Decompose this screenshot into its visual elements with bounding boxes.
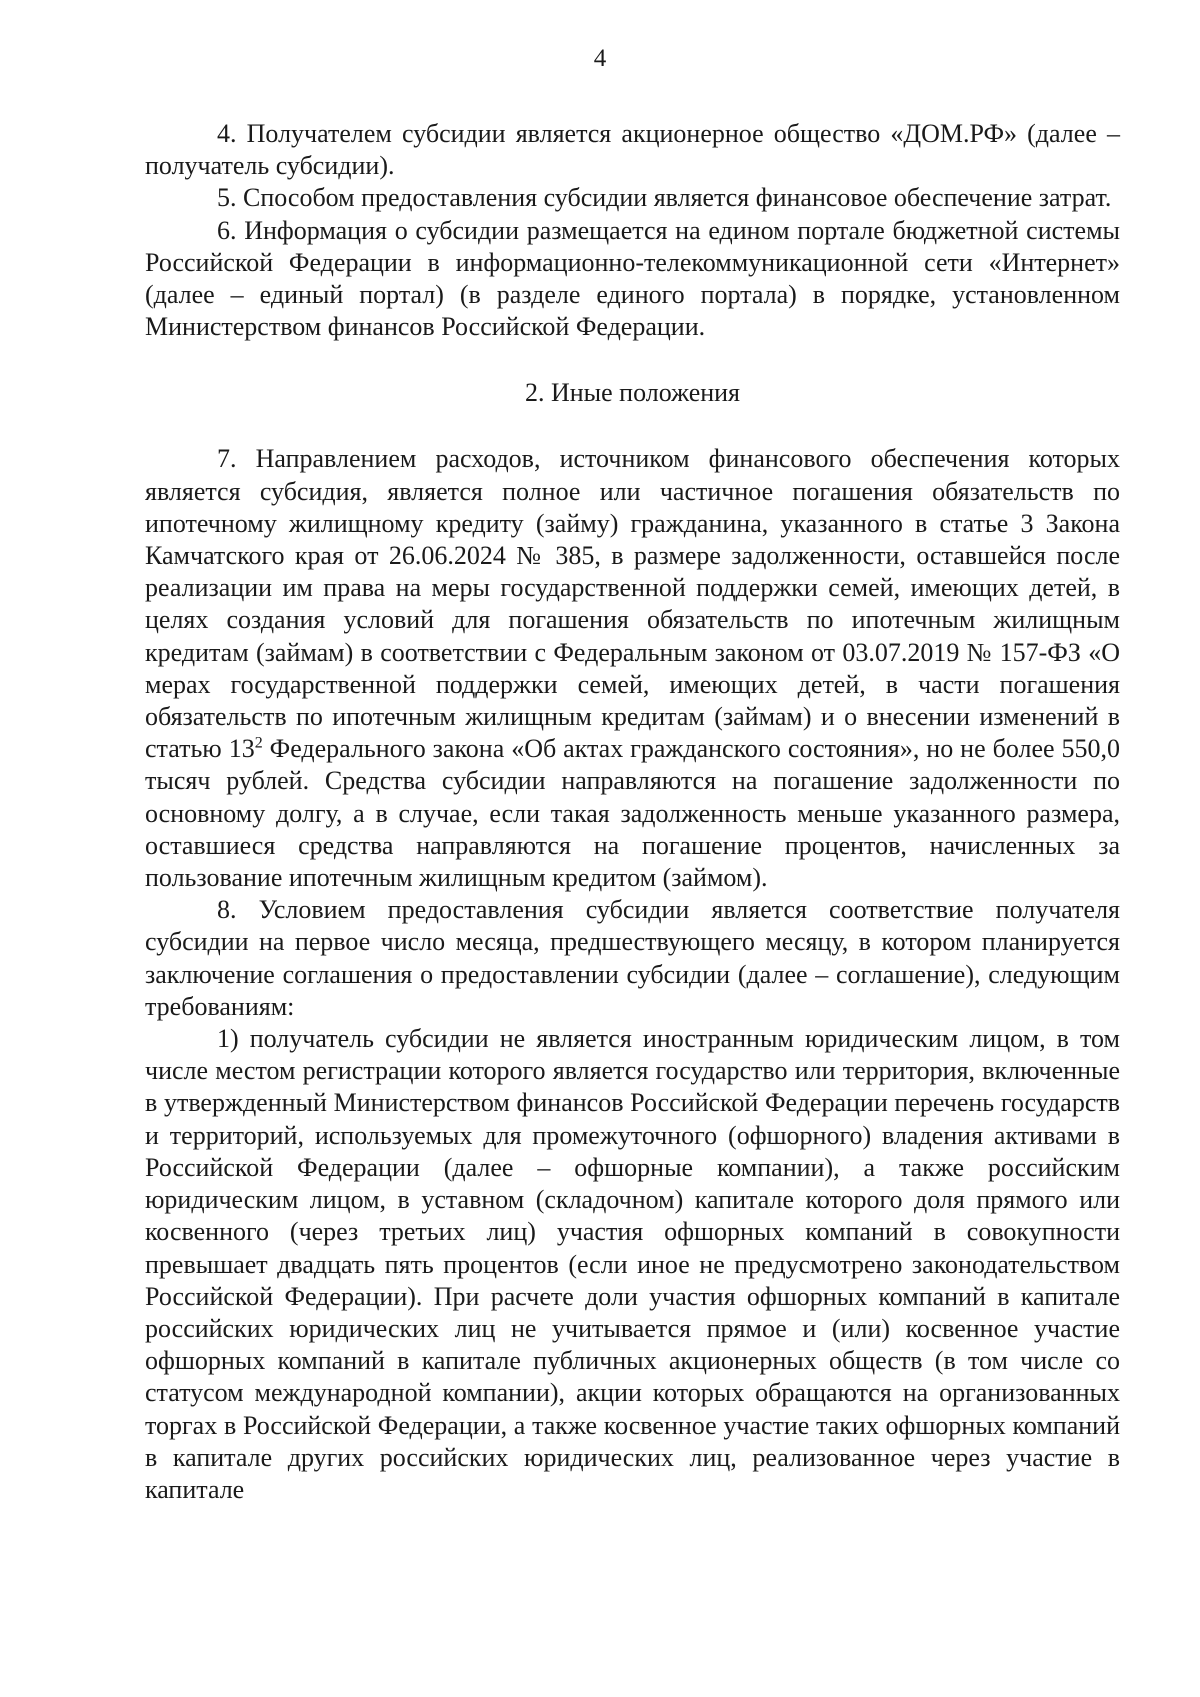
section-heading: 2. Иные положения	[524, 378, 741, 408]
document-body	[145, 118, 1120, 1506]
paragraph-8-item-1: 1) получатель субсидии не является иностранным юридическим лицом, в том числе местом регистрации которого является государство или территория, включенные в утвержденный Министерством финансов Российской Федерации перечень государств и территорий, используемых для промежуточного (офшорного) владения активами в Российской Федерации (далее – офшорные компании), а также российским юридическим лицом, в уставном (складочном) капитале которого доля прямого или косвенного (через третьих лиц) участия офшорных компаний в совокупности превышает двадцать пять процентов (если иное не предусмотрено законодательством Российской Федерации). При расчете доли участия офшорных компаний в капитале российских юридических лиц не учитывается прямое и (или) косвенное участие офшорных компаний в капитале публичных акционерных обществ (в том числе со статусом международной компании), акции которых обращаются на организованных торгах в Российской Федерации, а также косвенное участие таких офшорных компаний в капитале других российских юридических лиц, реализованное через участие в капитале	[145, 1024, 1120, 1504]
paragraph-7	[145, 443, 1120, 894]
paragraph-7-text-start: 7. Направлением расходов, источником финансового обеспечения которых является субсидия, является полное или частичное погашения обязательств по ипотечному жилищному кредиту (займу) гражданина, указанного в статье 3 Закона Камчатского края от 26.06.2024 № 385, в размере задолженности, оставшейся после реализации им права на меры государственной поддержки семей, имеющих детей, в целях создания условий для погашения обязательств по ипотечным жилищным кредитам (займам) в соответствии с Федеральным законом от 03.07.2019 № 157-ФЗ «О мерах государственной поддержки семей, имеющих детей, в части погашения обязательств по ипотечным жилищным кредитам (займам) и о внесении изменений в статью 13	[145, 444, 1120, 764]
paragraph-6: 6. Информация о субсидии размещается на едином портале бюджетной системы Российской Федерации в информационно-телекоммуникационной сети «Интернет» (далее – единый портал) (в разделе единого портала) в порядке, установленном Министерством финансов Российской Федерации.	[145, 215, 1120, 342]
page-number: 4	[593, 45, 607, 72]
article-superscript: 2	[254, 734, 263, 752]
paragraph-4: 4. Получателем субсидии является акционерное общество «ДОМ.РФ» (далее – получатель субсидии).	[145, 119, 1120, 181]
paragraph-8: 8. Условием предоставления субсидии является соответствие получателя субсидии на первое число месяца, предшествующего месяцу, в котором планируется заключение соглашения о предоставлении субсидии (далее – соглашение), следующим требованиям:	[145, 895, 1120, 1021]
paragraph-7-text-end: Федерального закона «Об актах гражданского состояния», но не более 550,0 тысяч рублей. Средства субсидии направляются на погашение задолженности по основному долгу, а в случае, если такая задолженность меньше указанного размера, оставшиеся средства направляются на погашение процентов, начисленных за пользование ипотечным жилищным кредитом (займом).	[145, 734, 1120, 893]
paragraph-5: 5. Способом предоставления субсидии является финансовое обеспечение затрат.	[217, 183, 1112, 213]
